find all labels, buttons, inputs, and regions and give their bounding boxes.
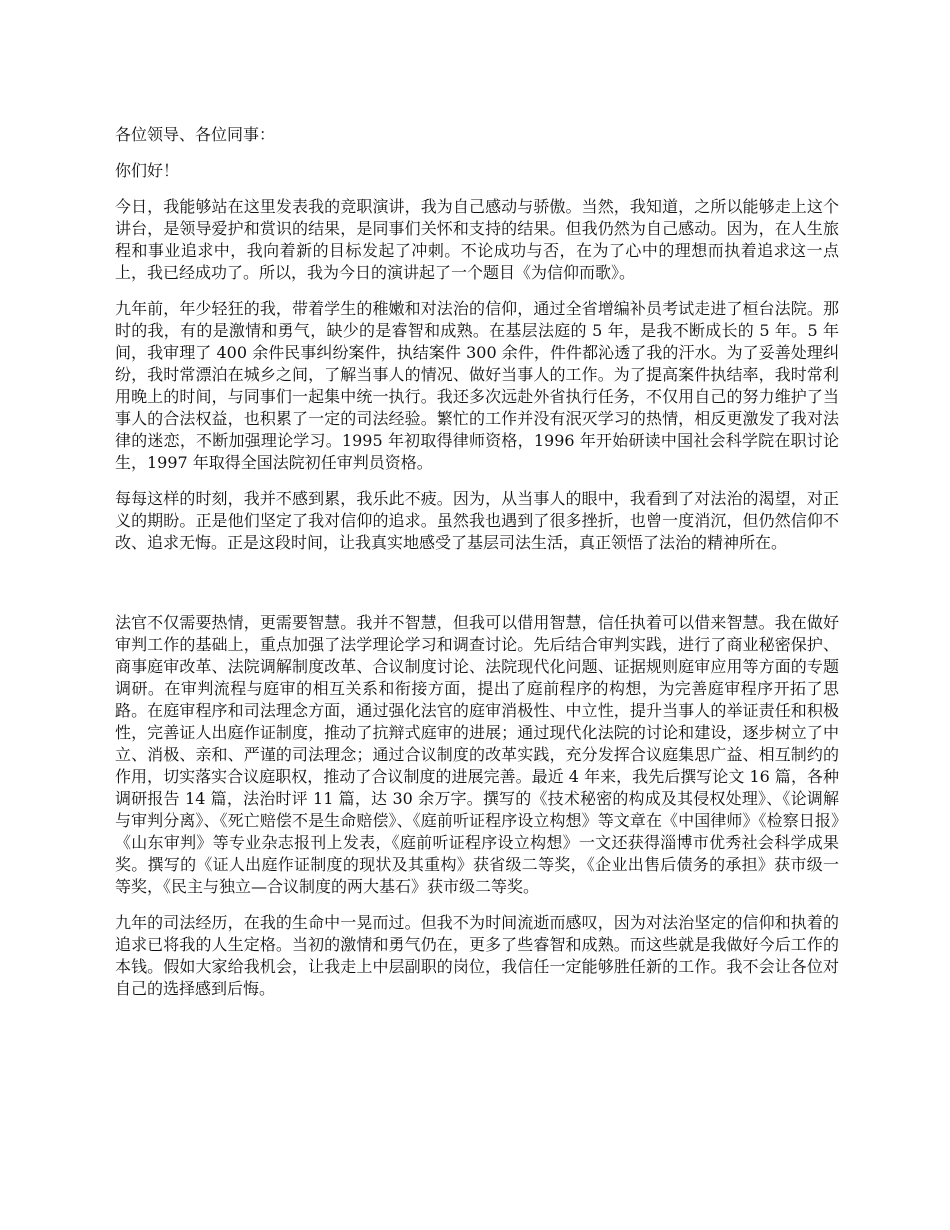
document-page xyxy=(115,124,839,1014)
paragraph-experience: 九年前，年少轻狂的我，带着学生的稚嫩和对法治的信仰，通过全省增编补员考试走进了桓台法院。那时的我，有的是激情和勇气，缺少的是睿智和成熟。在基层法庭的 5 年，是我不断成长的 5 年。5 年间，我审理了 400 余件民事纠纷案件，执结案件 300 余件，件件都沁透了我的汗水。为了妥善处理纠纷，我时常漂泊在城乡之间，了解当事人的情况、做好当事人的工作。为了提高案件执结率，我时常利用晚上的时间，与同事们一起集中统一执行。我还多次远赴外省执行任务，不仅用自己的努力维护了当事人的合法权益，也积累了一定的司法经验。繁忙的工作并没有泯灭学习的热情，相反更激发了我对法律的迷恋，不断加强理论学习。1995 年初取得律师资格，1996 年开始研读中国社会科学院在职讨论生，1997 年取得全国法院初任审判员资格。 xyxy=(115,299,839,472)
paragraph-research: 法官不仅需要热情，更需要智慧。我并不智慧，但我可以借用智慧，信任执着可以借来智慧。我在做好审判工作的基础上，重点加强了法学理论学习和调查讨论。先后结合审判实践，进行了商业秘密保护、商事庭审改革、法院调解制度改革、合议制度讨论、法院现代化问题、证据规则庭审应用等方面的专题调研。在审判流程与庭审的相互关系和衔接方面，提出了庭前程序的构想，为完善庭审程序开拓了思路。在庭审程序和司法理念方面，通过强化法官的庭审消极性、中立性，提升当事人的举证责任和积极性，完善证人出庭作证制度，推动了抗辩式庭审的进展；通过现代化法院的讨论和建设，逐步树立了中立、消极、亲和、严谨的司法理念；通过合议制度的改革实践，充分发挥合议庭集思广益、相互制约的作用，切实落实合议庭职权，推动了合议制度的进展完善。最近 4 年来，我先后撰写论文 16 篇，各种调研报告 14 篇，法治时评 11 篇，达 30 余万字。撰写的《技术秘密的构成及其侵权处理》、《论调解与审判分离》、《死亡赔偿不是生命赔偿》、《庭前听证程序设立构想》等文章在《中国律师》《检察日报》《山东审判》等专业杂志报刊上发表，《庭前听证程序设立构想》一文还获得淄博市优秀社会科学成果奖。撰写的《证人出庭作证制度的现状及其重构》获省级二等奖，《企业出售后债务的承担》获市级一等奖，《民主与独立—合议制度的两大基石》获市级二等奖。 xyxy=(115,613,839,896)
greeting: 你们好！ xyxy=(115,161,180,180)
paragraph-opening: 今日，我能够站在这里发表我的竞职演讲，我为自己感动与骄傲。当然，我知道，之所以能够走上这个讲台，是领导爱护和赏识的结果，是同事们关怀和支持的结果。但我仍然为自己感动。因为，在人生旅程和事业追求中，我向着新的目标发起了冲刺。不论成功与否，在为了心中的理想而执着追求这一点上，我已经成功了。所以，我为今日的演讲起了一个题目《为信仰而歌》。 xyxy=(115,197,839,282)
salutation: 各位领导、各位同事： xyxy=(115,125,276,144)
paragraph-closing: 九年的司法经历，在我的生命中一晃而过。但我不为时间流逝而感叹，因为对法治坚定的信仰和执着的追求已将我的人生定格。当初的激情和勇气仍在，更多了些睿智和成熟。而这些就是我做好今后工作的本钱。假如大家给我机会，让我走上中层副职的岗位，我信任一定能够胜任新的工作。我不会让各位对自己的选择感到后悔。 xyxy=(115,913,839,998)
paragraph-reflection: 每每这样的时刻，我并不感到累，我乐此不疲。因为，从当事人的眼中，我看到了对法治的渴望，对正义的期盼。正是他们坚定了我对信仰的追求。虽然我也遇到了很多挫折，也曾一度消沉，但仍然信仰不改、追求无悔。正是这段时间，让我真实地感受了基层司法生活，真正领悟了法治的精神所在。 xyxy=(115,489,839,552)
